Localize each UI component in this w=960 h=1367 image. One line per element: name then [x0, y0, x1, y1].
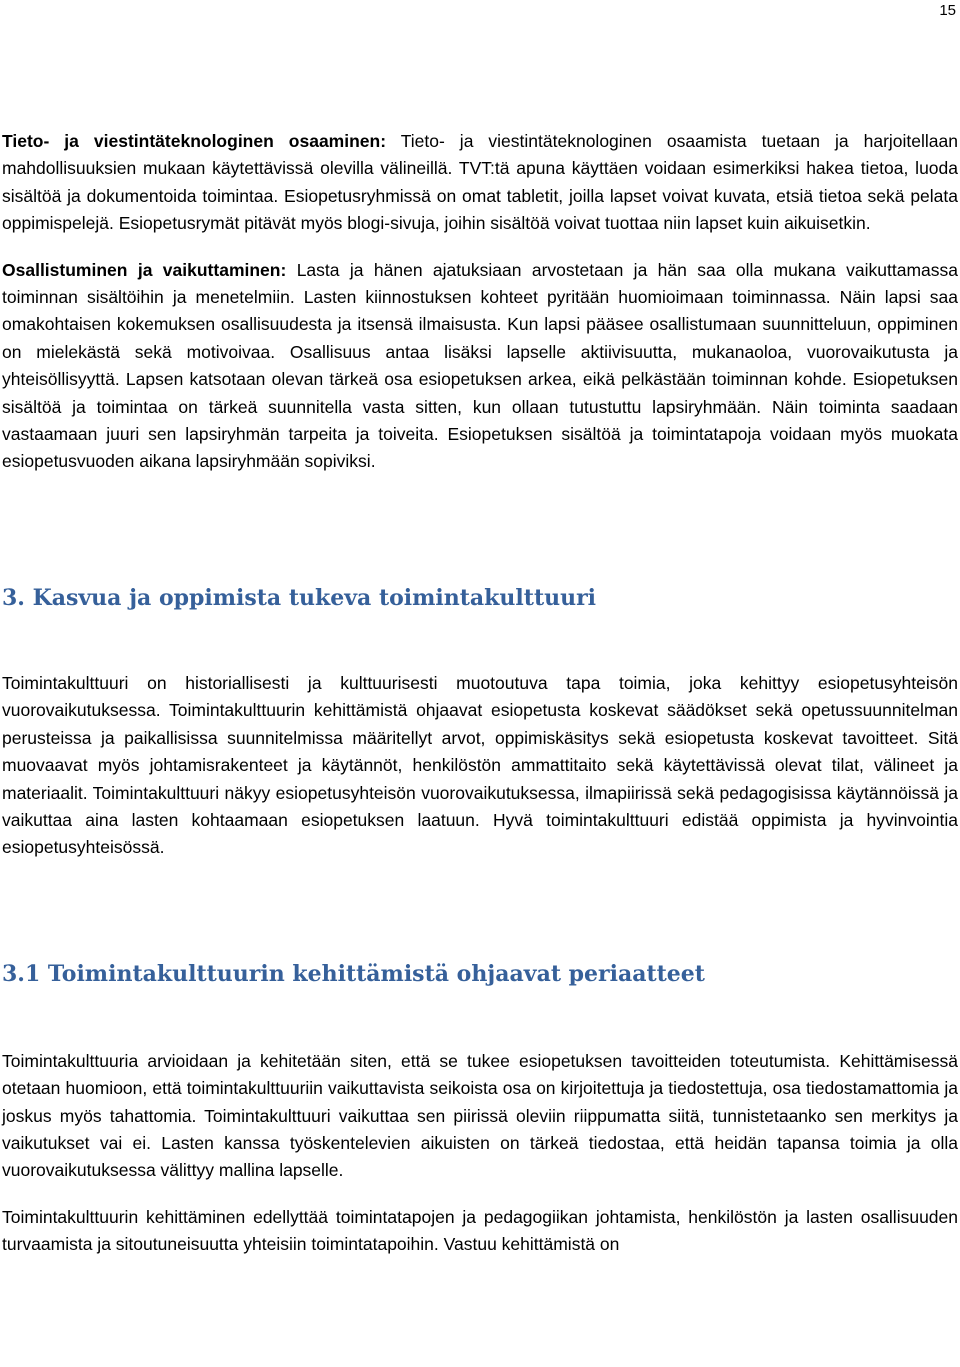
paragraph-evaluation: Toimintakulttuuria arvioidaan ja kehitetään siten, että se tukee esiopetuksen tavoitteiden toteutumista. Kehittämisessä otetaan huomioon, että toimintakulttuuriin vaikuttavista seikoista osa on kirjoitettuja ja tiedostettuja, osa tiedostamattomia ja joskus myös tahattomia. Toimintakulttuuri vaikuttaa sen piirissä oleviin riippumatta siitä, tunnistetaanko sen merkitys ja vaikutukset vai ei. Lasten kanssa työskentelevien aikuisten on tärkeä tiedostaa, että heidän tapansa toimia ja olla vuorovaikutuksessa välittyy mallina lapselle.: [2, 1050, 958, 1181]
paragraph-ict: [2, 128, 958, 238]
paragraph-lead: Osallistuminen ja vaikuttaminen:: [2, 259, 287, 280]
section-heading-3-1: 3.1 Toimintakulttuurin kehittämistä ohjaavat periaatteet: [2, 960, 705, 987]
paragraph-lead: Tieto- ja viestintäteknologinen osaaminen:: [2, 131, 387, 151]
paragraph-text: Tieto- ja viestintäteknologinen osaamista tuetaan ja harjoitellaan mahdollisuuksien mukaan käytettävissä olevilla välineillä. TVT:tä apuna käyttäen voidaan esimerkiksi hakea tietoa, luoda sisältöä ja dokumentoida toimintaa. Esiopetusryhmissä on omat tabletit, joilla lapset voivat kuvata, etsiä tietoa sekä pelata oppimispelejä. Esiopetusrymät pitävät myös blogi-sivuja, joihin sisältöä voivat tuottaa niin lapset kuin aikuisetkin.: [2, 131, 958, 234]
document-body: [2, 128, 958, 1259]
page-number: 15: [939, 2, 956, 19]
paragraph-development: Toimintakulttuurin kehittäminen edellyttää toimintatapojen ja pedagogiikan johtamista, henkilöstön ja lasten osallisuuden turvaamista ja sitoutuneisuutta yhteisiin toimintatapoihin. Vastuu kehittämistä on: [2, 1206, 958, 1255]
paragraph-text: Lasta ja hänen ajatuksiaan arvostetaan ja hän saa olla mukana vaikuttamassa toiminnan sisältöihin ja menetelmiin. Lasten kiinnostuksen kohteet pyritään huomioimaan toiminnassa. Näin lapsi saa omakohtaisen kokemuksen osallisuudesta ja itsensä ilmaisusta. Kun lapsi pääsee osallistumaan suunnitteluun, oppiminen on mielekästä sekä motivoivaa. Osallisuus antaa lisäksi lapselle aktiivisuutta, mukanaoloa, vuorovaikutusta ja yhteisöllisyyttä. Lapsen katsotaan olevan tärkeä osa esiopetuksen arkea, eikä pelkästään toiminnan kohde. Esiopetuksen sisältöä ja toimintaa on tärkeä suunnitella vasta sitten, kun ollaan tutustuttu lapsiryhmään. Näin toiminta saadaan vastaamaan juuri sen lapsiryhmän tarpeita ja toiveita. Esiopetuksen sisältöä ja toimintatapoja voidaan myös muokata esiopetusvuoden aikana lapsiryhmään sopiviksi.: [2, 259, 958, 472]
paragraph-participation: [2, 257, 958, 476]
section-heading-3: 3. Kasvua ja oppimista tukeva toimintakulttuuri: [2, 584, 597, 611]
paragraph-culture: Toimintakulttuuri on historiallisesti ja kulttuurisesti muotoutuva tapa toimia, joka kehittyy esiopetusyhteisön vuorovaikutuksessa. Toimintakulttuurin kehittämistä ohjaavat esiopetusta koskevat säädökset sekä opetussuunnitelman perusteissa ja paikallisissa suunnitelmissa määritellyt arvot, oppimiskäsitys sekä esiopetusta koskevat tavoitteet. Sitä muovaavat myös johtamisrakenteet ja käytännöt, henkilöstön ammattitaito sekä käytettävissä olevat tilat, välineet ja materiaalit. Toimintakulttuuri näkyy esiopetusyhteisön vuorovaikutuksessa, ilmapiirissä sekä pedagogisissa käytännöissä ja vaikuttaa aina lasten kohtaamaan esiopetuksen laatuun. Hyvä toimintakulttuuri edistää oppimista ja hyvinvointia esiopetusyhteisössä.: [2, 672, 958, 858]
